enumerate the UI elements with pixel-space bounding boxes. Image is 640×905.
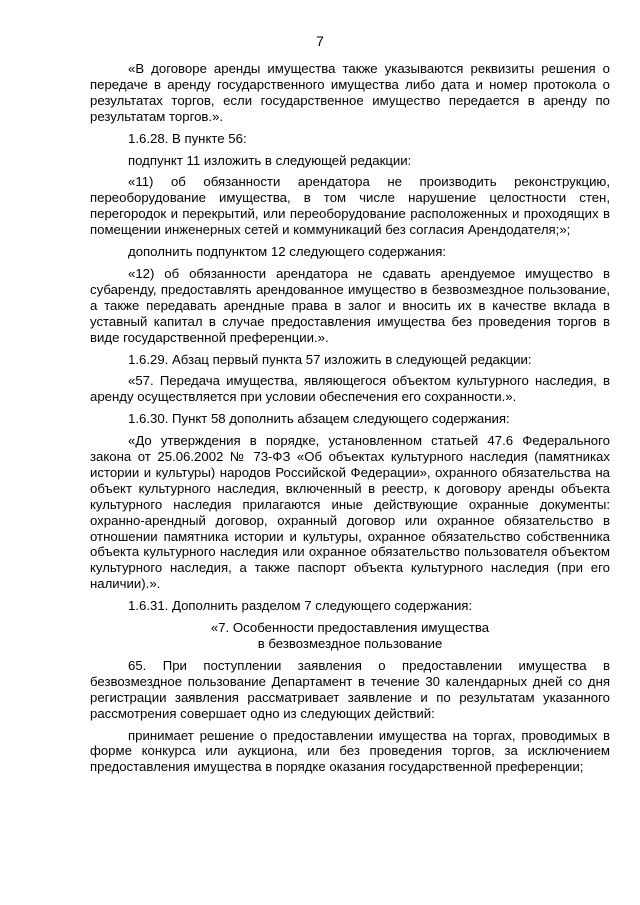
paragraph-subitem-11-intro: подпункт 11 изложить в следующей редакции: [128,152,412,168]
paragraph-decision: принимает решение о предоставлении имущества на торгах, проводимых в форме конкурса или аукциона, или без проведения торгов, за исключением предоставления имущества в порядке оказания государственной преференции; [90,727,610,775]
section-7-heading [90,620,610,652]
section-heading-line-2: в безвозмездное пользование [257,636,443,651]
document-body [90,61,610,781]
paragraph-item-1-6-31: 1.6.31. Дополнить разделом 7 следующего содержания: [128,598,473,614]
paragraph-item-65: 65. При поступлении заявления о предоставлении имущества в безвозмездное пользование Департамент в течение 30 календарных дней со дня регистрации заявления рассматривает заявление и по результатам указанного рассмотрения совершает одно из следующих действий: [90,657,610,721]
paragraph-lease-requisites: «В договоре аренды имущества также указываются реквизиты решения о передаче в аренду государственного имущества либо дата и номер протокола о результатах торгов, если государственное имущество передается в аренду по результатам торгов.». [90,61,610,124]
paragraph-item-1-6-28: 1.6.28. В пункте 56: [128,130,247,146]
paragraph-item-57: «57. Передача имущества, являющегося объектом культурного наследия, в аренду осуществляется при условии обеспечения его сохранности.». [90,373,610,405]
paragraph-subitem-12-intro: дополнить подпунктом 12 следующего содержания: [128,244,447,260]
section-heading-line-1: «7. Особенности предоставления имущества [210,620,490,636]
paragraph-cultural-heritage: «До утверждения в порядке, установленном статьей 47.6 Федерального закона от 25.06.2002 № 73-ФЗ «Об объектах культурного наследия (памятниках истории и культуры) народов Российской Федерации», охранного обязательства на объект культурного наследия, включенный в реестр, к договору аренды объекта культурного наследия прилагаются иные действующие охранные документы: охранно-арендный договор, охранный договор или охранное обязательство в отношении памятника истории и культуры, охранное обязательство собственника объекта культурного наследия или охранное обязательство пользователя объектом культурного наследия, а также паспорт объекта культурного наследия (при его наличии).». [90,433,610,592]
paragraph-item-1-6-30: 1.6.30. Пункт 58 дополнить абзацем следующего содержания: [128,411,510,427]
paragraph-item-1-6-29: 1.6.29. Абзац первый пункта 57 изложить в следующей редакции: [128,351,532,367]
page-number: 7 [316,33,324,49]
paragraph-subitem-11: «11) об обязанности арендатора не производить реконструкцию, переоборудование имущества, в том числе нарушение целостности стен, перегородок и перекрытий, или переоборудование расположенных и проходящих в помещении инженерных сетей и коммуникаций без согласия Арендодателя;»; [90,174,610,238]
paragraph-subitem-12: «12) об обязанности арендатора не сдавать арендуемое имущество в субаренду, предоставлять арендованное имущество в безвозмездное пользование, а также передавать арендные права в залог и вносить их в качестве вклада в уставный капитал в случае предоставления имущества без проведения торгов в виде государственной преференции.». [90,265,610,345]
